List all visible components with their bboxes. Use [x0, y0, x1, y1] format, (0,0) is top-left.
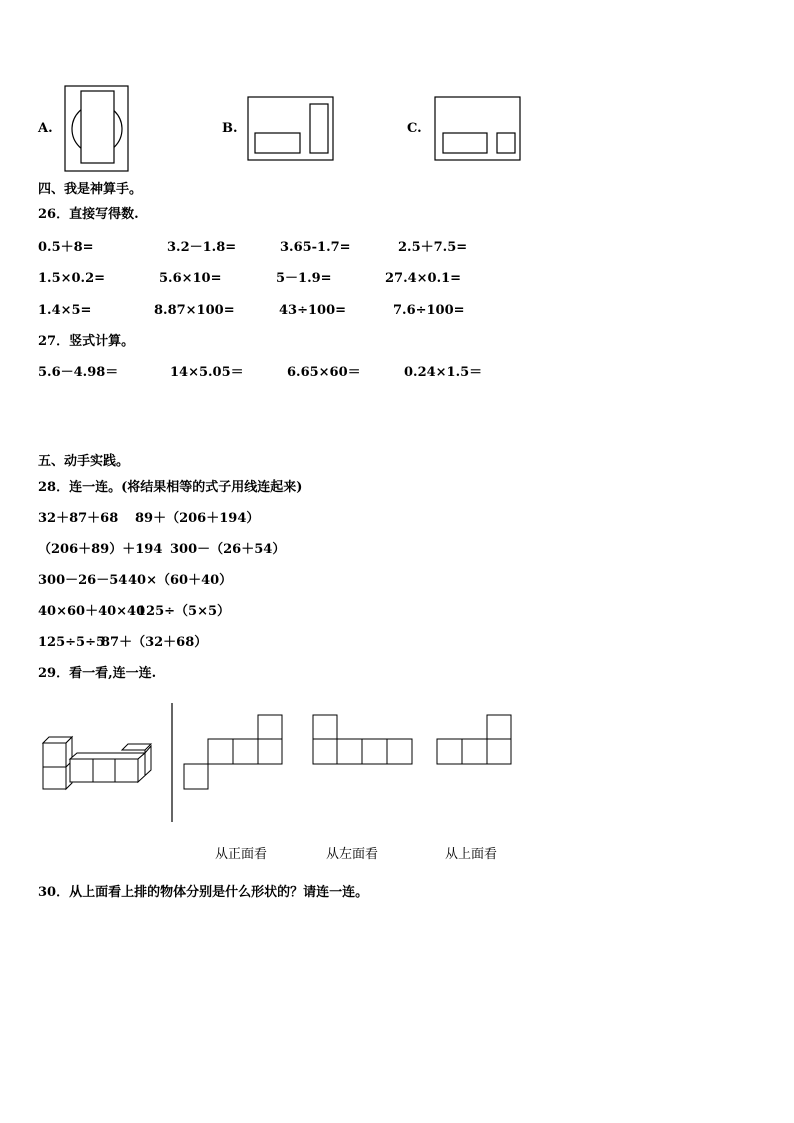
q26-item: 0.5＋8= [38, 240, 94, 255]
view-label-front: 从正面看 [215, 847, 268, 862]
q28-expr-left: 32＋87＋68 [38, 511, 119, 526]
q26-item: 3.65-1.7= [280, 240, 351, 255]
q26-item: 5－1.9= [276, 271, 332, 286]
q26-item: 1.4×5= [38, 303, 92, 318]
view-label-left: 从左面看 [326, 847, 379, 862]
q26-item: 2.5＋7.5= [398, 240, 468, 255]
q28-expr-left: 125÷5÷5 [38, 635, 106, 650]
section-5-title: 五、动手实践。 [38, 454, 130, 469]
q27-item: 6.65×60＝ [287, 365, 361, 380]
option-c-label: C. [407, 121, 422, 136]
q26-item: 27.4×0.1= [385, 271, 462, 286]
cube-solid-figure [43, 737, 151, 789]
q26-item: 5.6×10= [159, 271, 222, 286]
q28-expr-left: （206＋89）＋194 [38, 542, 163, 557]
q26-item: 43÷100= [279, 303, 347, 318]
q29-title: 29．看一看,连一连. [38, 666, 157, 681]
q26-item: 1.5×0.2= [38, 271, 106, 286]
option-b-label: B. [222, 121, 238, 136]
view-shape-1 [184, 715, 282, 789]
option-b-figure [248, 97, 333, 160]
section-4-title: 四、我是神算手。 [38, 182, 143, 197]
q28-expr-right: 40×（60＋40） [128, 573, 233, 588]
view-shape-2 [313, 715, 412, 764]
q27-item: 0.24×1.5＝ [404, 365, 483, 380]
option-c-figure [435, 97, 520, 160]
q28-title: 28．连一连。(将结果相等的式子用线连起来) [38, 480, 303, 495]
q28-expr-left: 300－26－54 [38, 573, 128, 588]
view-label-top: 从上面看 [445, 847, 498, 862]
q28-expr-left: 40×60＋40×40 [38, 604, 146, 619]
option-a-label: A. [38, 121, 53, 136]
q27-title: 27．竖式计算。 [38, 334, 135, 349]
option-a-figure [65, 86, 128, 171]
q28-expr-right: 89＋（206＋194） [135, 511, 260, 526]
q28-expr-right: 300－（26＋54） [170, 542, 286, 557]
q28-expr-right: 125÷（5×5） [137, 604, 231, 619]
q26-item: 3.2－1.8= [167, 240, 237, 255]
q26-title: 26．直接写得数. [38, 207, 139, 222]
q26-item: 7.6÷100= [393, 303, 465, 318]
q27-item: 14×5.05＝ [170, 365, 244, 380]
q30-title: 30．从上面看上排的物体分别是什么形状的？请连一连。 [38, 885, 369, 900]
q28-expr-right: 87＋（32＋68） [101, 635, 208, 650]
view-shape-3 [437, 715, 511, 764]
q27-item: 5.6－4.98＝ [38, 365, 119, 380]
q26-item: 8.87×100= [154, 303, 235, 318]
